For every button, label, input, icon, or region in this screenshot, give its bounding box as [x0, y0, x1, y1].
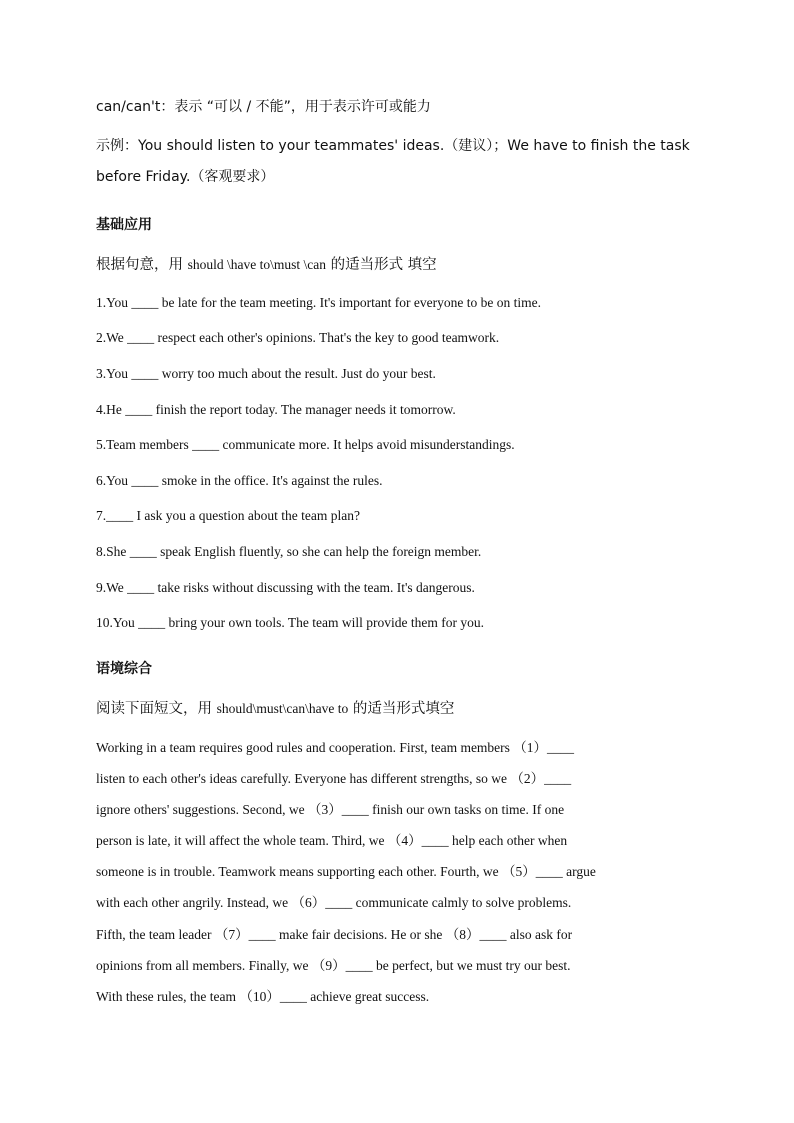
- section-instruction-basic: [96, 256, 437, 274]
- instruction-post: 的适当形式 填空: [325, 257, 437, 273]
- section-heading-basic: 基础应用: [96, 217, 152, 233]
- exercise-item: 10.You ____ bring your own tools. The team will provide them for you.: [96, 615, 484, 630]
- passage-line: person is late, it will affect the whole team. Third, we （4）____ help each other when: [96, 833, 568, 848]
- exercise-item: 1.You ____ be late for the team meeting. It's important for everyone to be on time.: [96, 295, 541, 310]
- passage-line: With these rules, the team （10）____ achieve great success.: [96, 989, 430, 1004]
- exercise-item: 2.We ____ respect each other's opinions. That's the key to good teamwork.: [96, 330, 500, 345]
- section-instruction-context: [96, 700, 454, 718]
- passage-line: someone is in trouble. Teamwork means supporting each other. Fourth, we （5）____ argue: [96, 864, 596, 879]
- exercise-item: 5.Team members ____ communicate more. It helps avoid misunderstandings.: [96, 437, 515, 452]
- example-line-2: before Friday.（客观要求）: [96, 169, 275, 185]
- exercise-item: 9.We ____ take risks without discussing with the team. It's dangerous.: [96, 580, 475, 595]
- instruction-pre: 阅读下面短文，用: [96, 701, 217, 717]
- exercise-item: 8.She ____ speak English fluently, so she can help the foreign member.: [96, 544, 482, 559]
- exercise-item: 7.____ I ask you a question about the team plan?: [96, 508, 360, 523]
- section-heading-context: 语境综合: [96, 661, 152, 677]
- instruction-pre: 根据句意，用: [96, 257, 188, 273]
- passage-line: listen to each other's ideas carefully. Everyone has different strengths, so we （2）____: [96, 771, 572, 786]
- passage-line: Fifth, the team leader （7）____ make fair decisions. He or she （8）____ also ask for: [96, 927, 573, 942]
- instruction-post: 的适当形式填空: [348, 701, 455, 717]
- passage-line: Working in a team requires good rules and cooperation. First, team members （1）____: [96, 740, 575, 755]
- instruction-words: should \have to\must \can: [187, 257, 326, 272]
- exercise-item: 3.You ____ worry too much about the result. Just do your best.: [96, 366, 436, 381]
- passage-line: with each other angrily. Instead, we （6）____ communicate calmly to solve problems.: [96, 895, 572, 910]
- passage-line: ignore others' suggestions. Second, we （3）____ finish our own tasks on time. If one: [96, 802, 565, 817]
- intro-line: can/can't：表示 “可以 / 不能”，用于表示许可或能力: [96, 99, 431, 115]
- exercise-item: 4.He ____ finish the report today. The manager needs it tomorrow.: [96, 402, 456, 417]
- passage-line: opinions from all members. Finally, we （9）____ be perfect, but we must try our best.: [96, 958, 571, 973]
- instruction-words: should\must\can\have to: [216, 701, 349, 716]
- exercise-item: 6.You ____ smoke in the office. It's against the rules.: [96, 473, 383, 488]
- example-line-1: 示例：You should listen to your teammates' ideas.（建议）；We have to finish the task: [96, 138, 690, 154]
